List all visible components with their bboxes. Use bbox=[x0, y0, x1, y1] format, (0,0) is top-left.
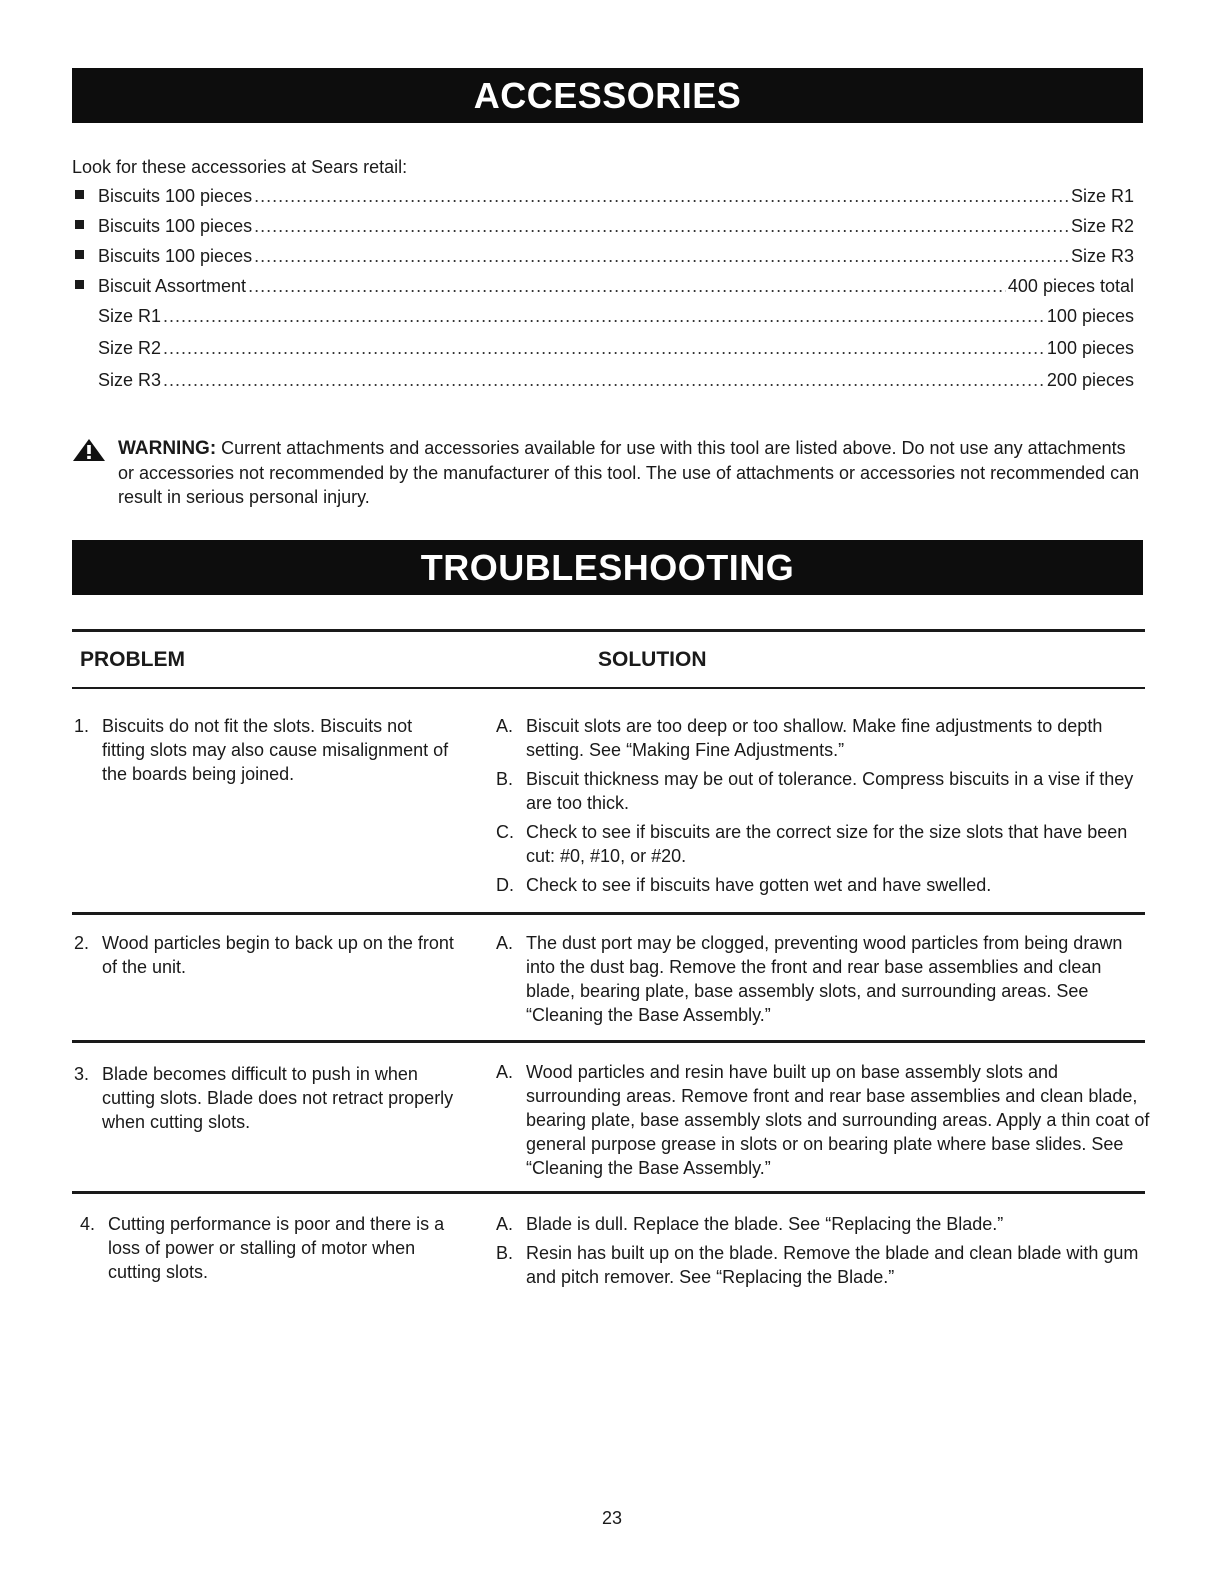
accessory-item: Biscuit Assortment ..... 400 pieces total bbox=[72, 276, 1134, 306]
solution-item: B. Resin has built up on the blade. Remove the blade and clean blade with gum and pitch remover. See “Replacing the Blade.” bbox=[496, 1243, 1139, 1287]
problem-item: 3. Blade becomes difficult to push in when cutting slots. Blade does not retract properly when cutting slots. bbox=[74, 1064, 454, 1132]
problem-item: 1. Biscuits do not fit the slots. Biscuits not fitting slots may also cause misalignment of the boards being joined. bbox=[74, 716, 449, 784]
solution-column-header: SOLUTION bbox=[598, 648, 707, 671]
solution-item: A. Biscuit slots are too deep or too shallow. Make fine adjustments to depth setting. See “Making Fine Adjustments.” bbox=[496, 716, 1103, 760]
warning-notice bbox=[72, 436, 1144, 509]
row-rule bbox=[72, 912, 1145, 915]
accessory-sub-item: Size R2 ..... 100 pieces bbox=[72, 338, 1134, 370]
solution-item: D. Check to see if biscuits have gotten wet and have swelled. bbox=[496, 875, 992, 895]
warning-text: Current attachments and accessories available for use with this tool are listed above. Do not use any attachments or accessories not recommended by the manufacturer of this tool. The use of attachments or accessories not recommended can result in serious personal injury. bbox=[118, 438, 1140, 507]
accessory-sub-item: Size R1 ..... 100 pieces bbox=[72, 306, 1134, 338]
table-top-rule bbox=[72, 629, 1145, 632]
accessory-item: Biscuits 100 pieces ..... Size R1 bbox=[72, 186, 1134, 216]
row-rule bbox=[72, 1191, 1145, 1194]
square-bullet-icon bbox=[72, 248, 98, 262]
troubleshooting-heading: TROUBLESHOOTING bbox=[72, 540, 1143, 595]
solution-item: B. Biscuit thickness may be out of tolerance. Compress biscuits in a vise if they are too thick. bbox=[496, 769, 1134, 813]
accessories-list bbox=[72, 186, 1134, 402]
square-bullet-icon bbox=[72, 188, 98, 202]
problem-item: 4. Cutting performance is poor and there is a loss of power or stalling of motor when cutting slots. bbox=[80, 1214, 445, 1282]
solution-item: A. Blade is dull. Replace the blade. See “Replacing the Blade.” bbox=[496, 1214, 1004, 1234]
warning-triangle-icon bbox=[72, 438, 106, 462]
solution-list bbox=[496, 931, 1151, 1032]
accessory-item: Biscuits 100 pieces ..... Size R3 bbox=[72, 246, 1134, 276]
solution-item: A. The dust port may be clogged, preventing wood particles from being drawn into the dust bag. Remove the front and rear base assemblies and clean blade, bearing plate, base assembly slots, and surrounding areas. See “Cleaning the Base Assembly.” bbox=[496, 933, 1123, 1025]
solution-list bbox=[496, 714, 1151, 902]
problem-item: 2. Wood particles begin to back up on the front of the unit. bbox=[74, 933, 454, 977]
row-rule bbox=[72, 1040, 1145, 1043]
header-rule bbox=[72, 687, 1145, 689]
page-number: 23 bbox=[601, 1508, 623, 1528]
solution-list bbox=[496, 1212, 1151, 1294]
accessory-item: Biscuits 100 pieces ..... Size R2 bbox=[72, 216, 1134, 246]
accessories-heading: ACCESSORIES bbox=[72, 68, 1143, 123]
accessory-sub-item: Size R3 ..... 200 pieces bbox=[72, 370, 1134, 402]
warning-label: WARNING: bbox=[118, 438, 217, 459]
accessories-intro: Look for these accessories at Sears retail: bbox=[72, 157, 408, 177]
problem-column-header: PROBLEM bbox=[80, 648, 185, 671]
solution-list bbox=[496, 1060, 1151, 1185]
square-bullet-icon bbox=[72, 278, 98, 292]
solution-item: C. Check to see if biscuits are the correct size for the size slots that have been cut: #0, #10, or #20. bbox=[496, 822, 1128, 866]
square-bullet-icon bbox=[72, 218, 98, 232]
solution-item: A. Wood particles and resin have built up on base assembly slots and surrounding areas. Remove front and rear base assemblies and clean blade, bearing plate, base assembly slots and surrounding areas. Apply a thin coat of general purpose grease in slots or on bearing plate where base slides. See “Cleaning the Base Assembly.” bbox=[496, 1062, 1150, 1178]
